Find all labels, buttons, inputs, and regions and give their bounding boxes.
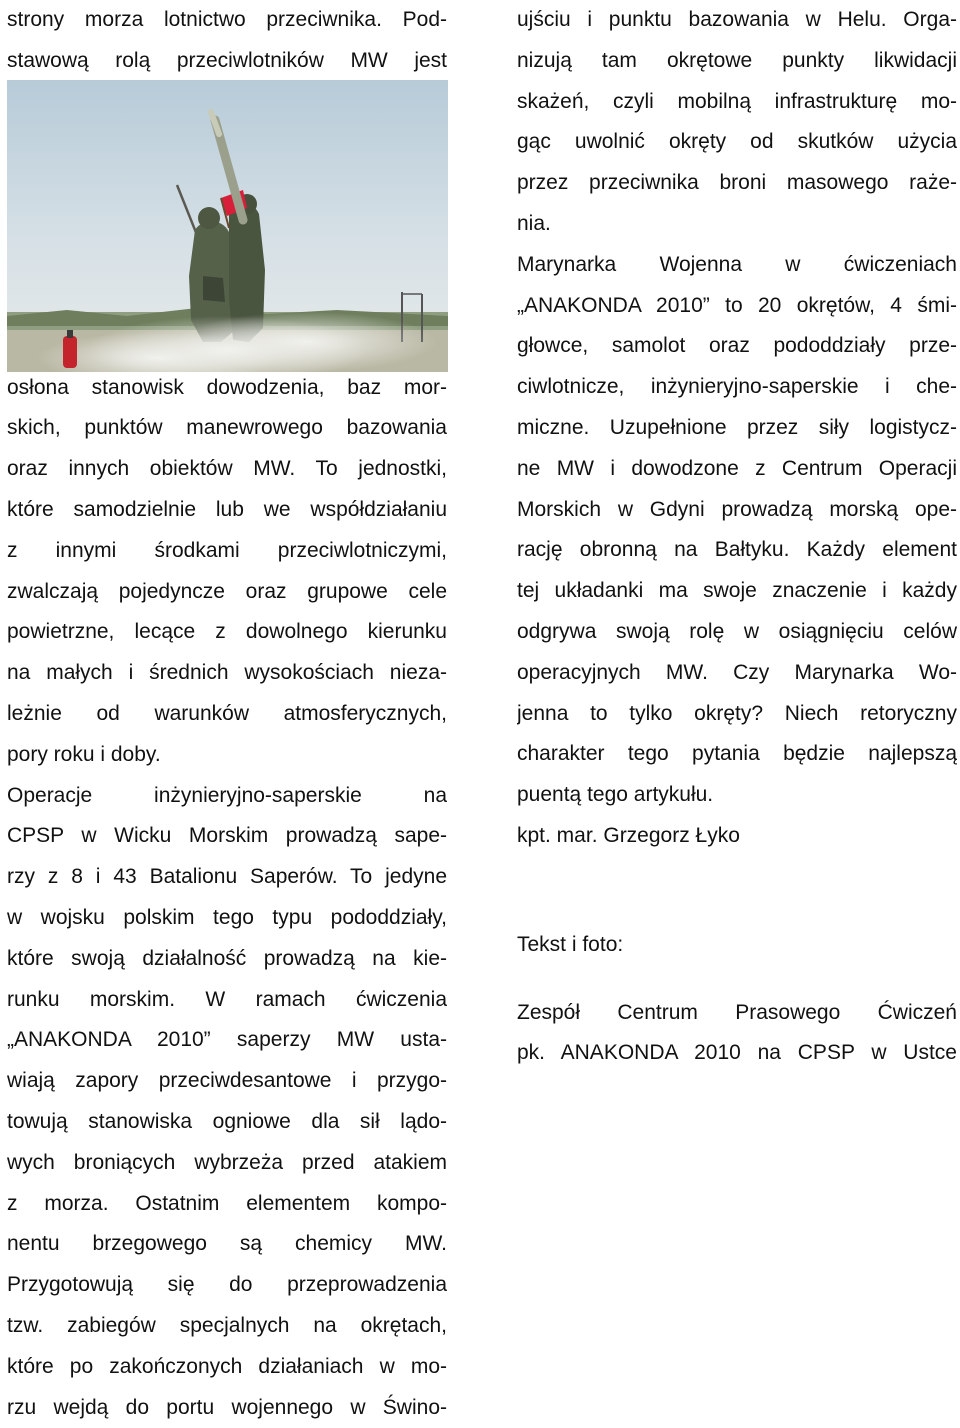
credit-line: Zespół Centrum Prasowego Ćwiczeń <box>517 1000 957 1024</box>
spacer <box>517 857 957 925</box>
right-column <box>517 0 957 1074</box>
text-line: na małych i średnich wysokościach nieza- <box>7 661 447 685</box>
text-line: skich, punktów manewrowego bazowania <box>7 416 447 440</box>
text-line: oraz innych obiektów MW. To jednostki, <box>7 457 447 481</box>
text-line: CPSP w Wicku Morskim prowadzą sape- <box>7 824 447 848</box>
text-line: zwalczają pojedyncze oraz grupowe cele <box>7 579 447 603</box>
text-line: powietrzne, lecące z dowolnego kierunku <box>7 620 447 644</box>
text-line: puentą tego artykułu. <box>517 783 714 807</box>
text-line: z morza. Ostatnim elementem kompo- <box>7 1191 447 1215</box>
text-line: towują stanowiska ogniowe dla sił lądo- <box>7 1109 447 1133</box>
article-author: kpt. mar. Grzegorz Łyko <box>517 823 740 847</box>
text-line: skażeń, czyli mobilną infrastrukturę mo- <box>517 89 957 113</box>
text-line: które swoją działalność prowadzą na kie- <box>7 946 447 970</box>
text-line: głowce, samolot oraz pododdziały prze- <box>517 334 957 358</box>
text-line: runku morskim. W ramach ćwiczenia <box>7 987 447 1011</box>
text-line: w wojsku polskim tego typu pododdziały, <box>7 905 447 929</box>
credit-line: pk. ANAKONDA 2010 na CPSP w Ustce <box>517 1041 957 1065</box>
text-line: ciwlotnicze, inżynieryjno-saperskie i che- <box>517 375 957 399</box>
text-line: miczne. Uzupełnione przez siły logistycz- <box>517 415 957 439</box>
text-line: ujściu i punktu bazowania w Helu. Orga- <box>517 8 957 31</box>
spacer <box>517 966 957 993</box>
text-line: tzw. zabiegów specjalnych na okrętach, <box>7 1313 447 1337</box>
text-line: nia. <box>517 211 551 235</box>
text-line: tej układanki ma swoje znaczenie i każdy <box>517 579 957 603</box>
text-line: Marynarka Wojenna w ćwiczeniach <box>517 252 957 276</box>
article-photo <box>7 80 448 372</box>
text-line: wych broniących wybrzeża przed atakiem <box>7 1150 447 1174</box>
text-line: Morskich w Gdyni prowadzą morską ope- <box>517 497 957 521</box>
text-line: osłona stanowisk dowodzenia, baz mor- <box>7 375 447 399</box>
text-line: przez przeciwnika broni masowego raże- <box>517 171 957 195</box>
text-line: stawową rolą przeciwlotników MW jest <box>7 48 447 72</box>
credit-label: Tekst i foto: <box>517 932 624 956</box>
text-line: nentu brzegowego są chemicy MW. <box>7 1232 447 1256</box>
text-line: Operacje inżynieryjno-saperskie na <box>7 783 447 807</box>
text-line: rzy z 8 i 43 Batalionu Saperów. To jedyne <box>7 865 447 889</box>
text-line: „ANAKONDA 2010” saperzy MW usta- <box>7 1028 447 1052</box>
text-line: Przygotowują się do przeprowadzenia <box>7 1273 447 1297</box>
text-line: z innymi środkami przeciwlotniczymi, <box>7 538 447 562</box>
text-line: odgrywa swoją rolę w osiągnięciu celów <box>517 619 957 643</box>
text-line: leżnie od warunków atmosferycznych, <box>7 701 447 725</box>
text-line: charakter tego pytania będzie najlepszą <box>517 742 957 766</box>
text-line: jenna to tylko okręty? Niech retoryczny <box>517 701 957 725</box>
text-line: strony morza lotnictwo przeciwnika. Pod- <box>7 8 447 31</box>
text-line: które po zakończonych działaniach w mo- <box>7 1354 447 1378</box>
text-line: które samodzielnie lub we współdziałaniu <box>7 497 447 521</box>
text-line: gąc uwolnić okręty od skutków użycia <box>517 130 957 154</box>
text-line: rację obronną na Bałtyku. Każdy element <box>517 538 957 562</box>
text-line: „ANAKONDA 2010” to 20 okrętów, 4 śmi- <box>517 293 957 317</box>
text-line: ne MW i dowodzone z Centrum Operacji <box>517 456 957 480</box>
soldiers-photo-illustration <box>7 80 448 372</box>
text-line: pory roku i doby. <box>7 742 161 766</box>
text-line: rzu wejdą do portu wojennego w Świno- <box>7 1395 447 1419</box>
text-line: operacyjnych MW. Czy Marynarka Wo- <box>517 660 957 684</box>
text-line: nizują tam okrętowe punkty likwidacji <box>517 48 957 72</box>
text-line: wiają zapory przeciwdesantowe i przygo- <box>7 1069 447 1093</box>
